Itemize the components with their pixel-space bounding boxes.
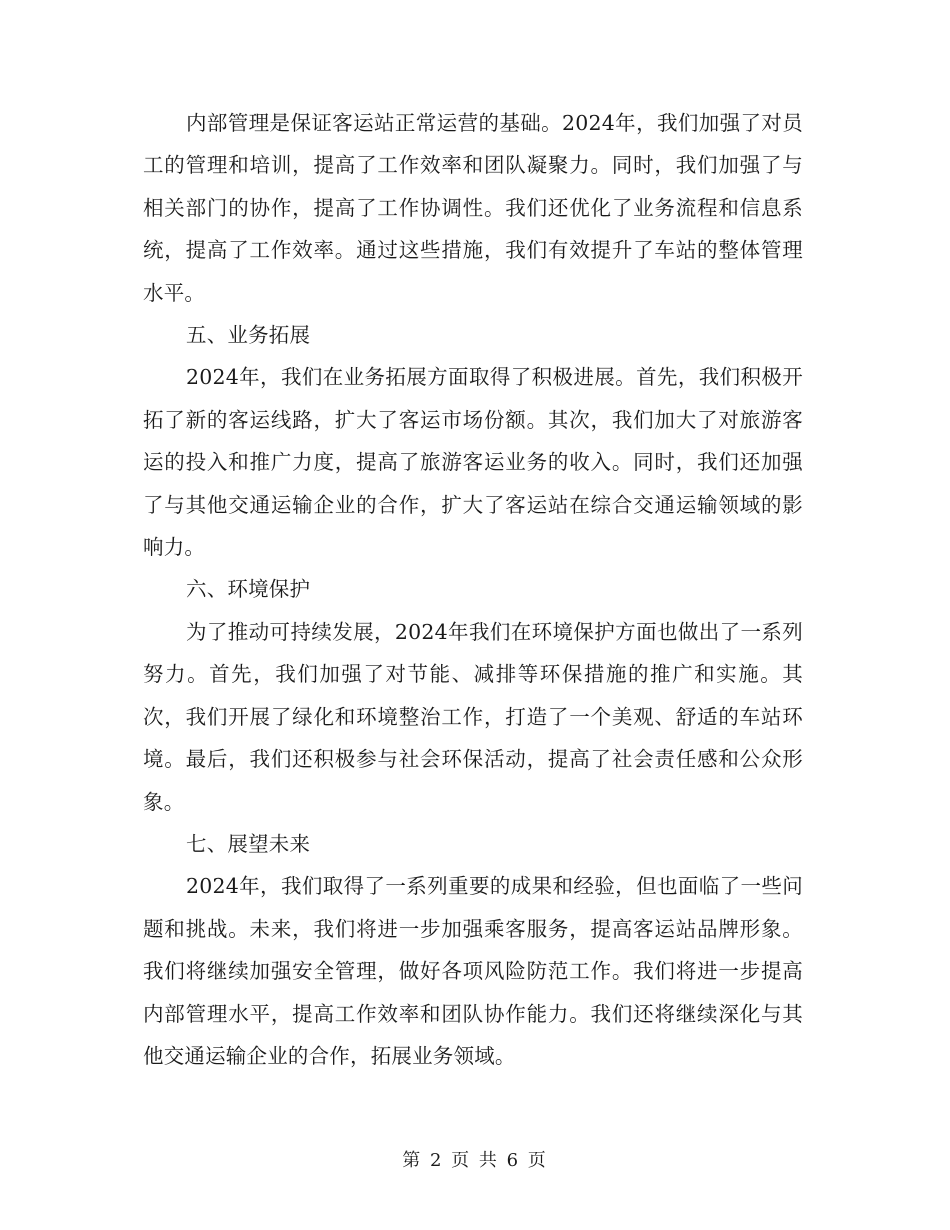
paragraph-internal-management: 内部管理是保证客运站正常运营的基础。2024年，我们加强了对员工的管理和培训，提高了工作效率和团队凝聚力。同时，我们加强了与相关部门的协作，提高了工作协调性。我们还优化了业务流程和信息系统，提高了工作效率。通过这些措施，我们有效提升了车站的整体管理水平。 — [143, 111, 803, 305]
paragraph-business-expansion: 2024年，我们在业务拓展方面取得了积极进展。首先，我们积极开拓了新的客运线路，扩大了客运市场份额。其次，我们加大了对旅游客运的投入和推广力度，提高了旅游客运业务的收入。同时，我们还加强了与其他交通运输企业的合作，扩大了客运站在综合交通运输领域的影响力。 — [143, 365, 803, 560]
paragraph-outlook: 2024年，我们取得了一系列重要的成果和经验，但也面临了一些问题和挑战。未来，我们将进一步加强乘客服务，提高客运站品牌形象。我们将继续加强安全管理，做好各项风险防范工作。我们将进一步提高内部管理水平，提高工作效率和团队协作能力。我们还将继续深化与其他交通运输企业的合作，拓展业务领域。 — [143, 874, 803, 1068]
section-heading-business-expansion: 五、业务拓展 — [186, 323, 311, 348]
paragraph-environment: 为了推动可持续发展，2024年我们在环境保护方面也做出了一系列努力。首先，我们加强了对节能、减排等环保措施的推广和实施。其次，我们开展了绿化和环境整治工作，打造了一个美观、舒适的车站环境。最后，我们还积极参与社会环保活动，提高了社会责任感和公众形象。 — [143, 619, 803, 814]
section-heading-environment: 六、环境保护 — [186, 577, 311, 602]
page-number-footer: 第 2 页 共 6 页 — [402, 1150, 548, 1171]
section-heading-outlook: 七、展望未来 — [186, 831, 311, 856]
document-body — [143, 102, 803, 1077]
